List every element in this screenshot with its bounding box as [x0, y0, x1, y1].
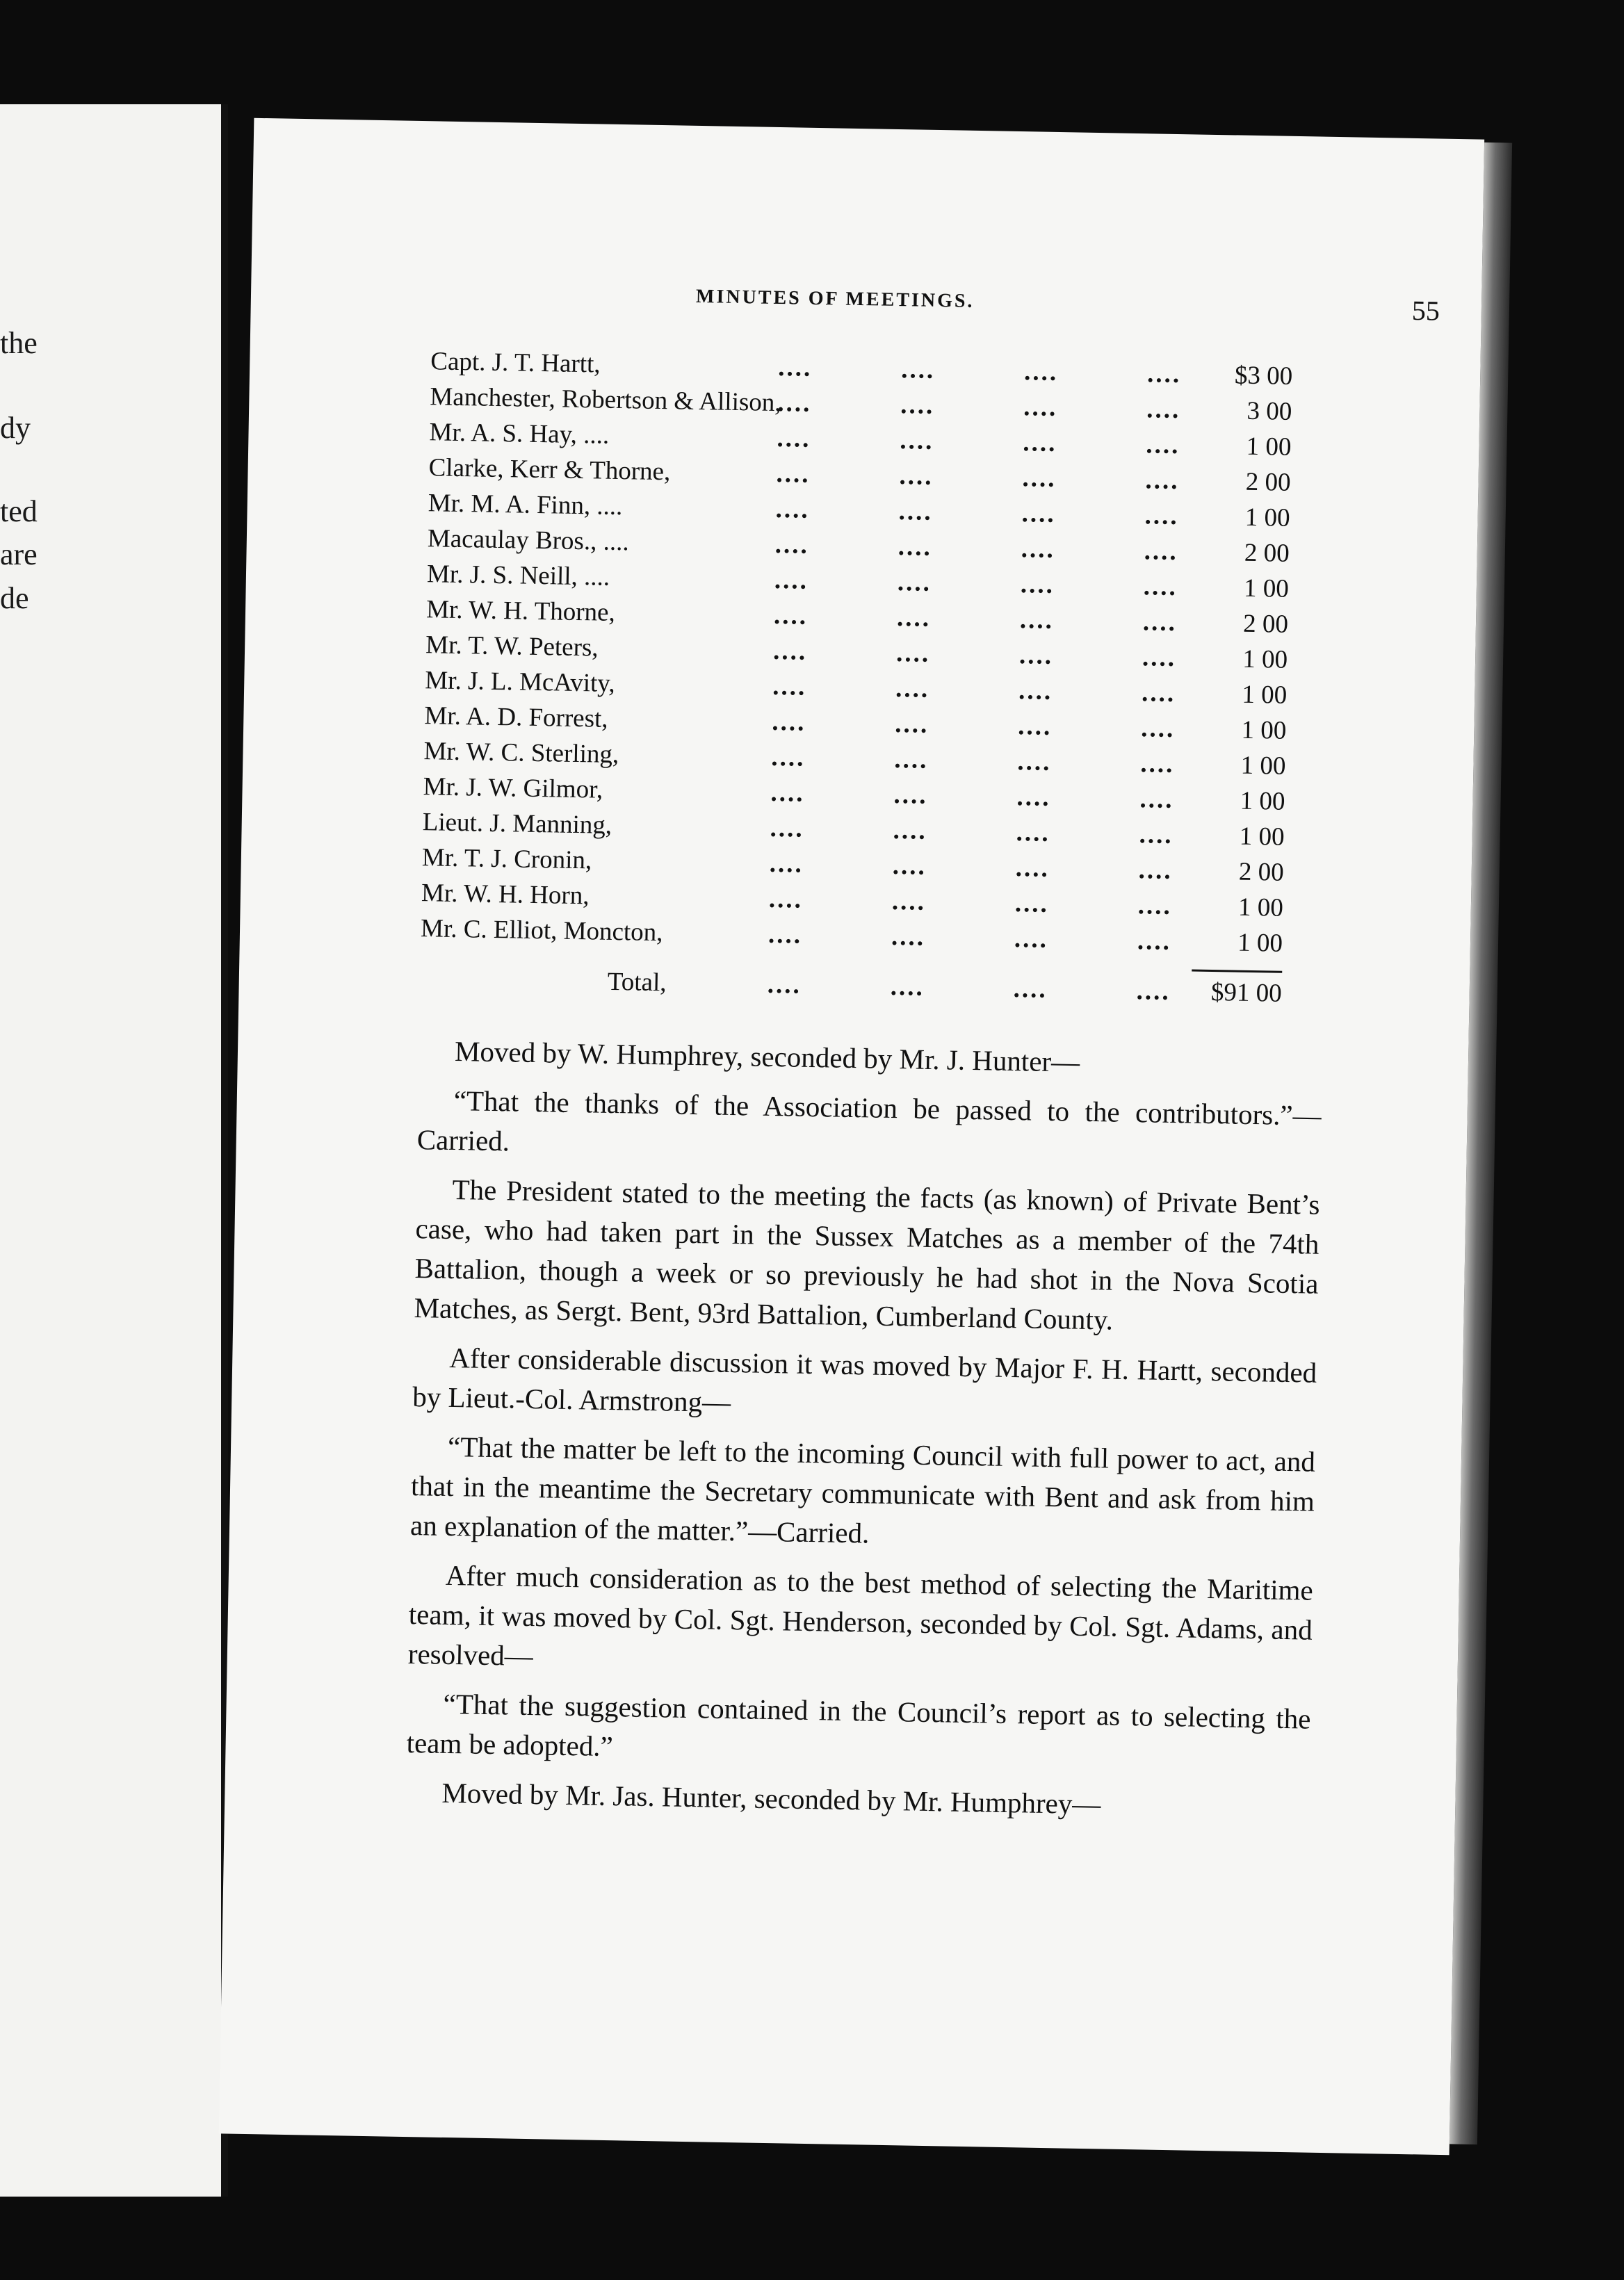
total-amount: $91 00	[1210, 977, 1283, 1008]
dot-leader: .... .... .... ....	[774, 530, 1179, 567]
contributor-name: Lieut. J. Manning,	[422, 808, 612, 840]
contribution-amount: 2 00	[1245, 467, 1291, 497]
contributor-name: Mr. J. S. Neill, ....	[426, 560, 610, 592]
dot-leader: .... .... .... ....	[768, 884, 1173, 920]
contributor-name: Capt. J. T. Hartt,	[430, 347, 601, 379]
contributor-name: Manchester, Robertson & Allison,	[430, 382, 781, 418]
page-fragment-text: the	[0, 326, 38, 360]
contributor-name: Mr. W. H. Thorne,	[425, 595, 616, 627]
previous-page-fragment	[0, 104, 222, 2197]
dot-leader: .... .... .... ....	[772, 707, 1176, 744]
contributor-name: Mr. J. W. Gilmor,	[423, 772, 603, 804]
contribution-amount: $3 00	[1234, 361, 1293, 391]
page-content	[405, 281, 1440, 1839]
paragraph: After much consideration as to the best method of selecting the Maritime team, it was moved by Col. Sgt. Henderson, seconded by Col. Sgt. Adams, and resolved—	[407, 1558, 1314, 1672]
total-label: Total,	[607, 967, 667, 997]
contributor-name: Mr. A. D. Forrest,	[424, 701, 608, 733]
dot-leader: .... .... .... ....	[771, 742, 1175, 779]
contributor-name: Mr. C. Elliot, Moncton,	[420, 914, 663, 947]
dot-leader: .... .... .... ....	[773, 601, 1178, 637]
contribution-amount: 1 00	[1239, 822, 1285, 852]
dot-leader: .... .... .... ....	[768, 920, 1172, 956]
dot-leader: .... .... .... ....	[774, 565, 1178, 602]
running-head	[431, 281, 1440, 339]
minutes-body	[405, 1031, 1322, 1828]
paragraph: “That the suggestion contained in the Council’s report as to selecting the team be adopted.”	[406, 1687, 1311, 1763]
running-title: MINUTES OF MEETINGS.	[695, 285, 975, 312]
contribution-amount: 2 00	[1244, 538, 1290, 568]
contribution-amount: 1 00	[1241, 715, 1287, 745]
contributor-name: Macaulay Bros., ....	[427, 524, 630, 557]
dot-leader: .... .... .... ....	[777, 352, 1182, 389]
contributor-name: Mr. T. J. Cronin,	[421, 843, 592, 875]
dot-leader: .... .... .... ....	[770, 813, 1174, 850]
total-row	[419, 961, 1282, 1011]
dot-leader: .... .... .... ....	[770, 778, 1174, 815]
page-fragment-text: ted	[0, 494, 38, 528]
total-rule	[1192, 970, 1282, 973]
contribution-amount: 1 00	[1243, 573, 1290, 603]
contribution-amount: 1 00	[1246, 432, 1292, 462]
page-fragment-text: de	[0, 581, 29, 615]
contributor-name: Mr. J. L. McAvity,	[425, 666, 616, 698]
contribution-amount: 1 00	[1242, 680, 1288, 710]
paragraph: “That the matter be left to the incoming Council with full power to act, and that in the meantime the Secretary communicate with Bent and ask from him an explanation of the matter.”—Carried.	[409, 1430, 1316, 1549]
contribution-amount: 1 00	[1244, 503, 1290, 532]
page-number: 55	[1411, 294, 1440, 327]
dot-leader: .... .... .... ....	[776, 459, 1180, 496]
contributor-name: Mr. W. C. Sterling,	[423, 737, 619, 770]
paragraph: The President stated to the meeting the facts (as known) of Private Bent’s case, who had taken part in the Sussex Matches as a member of the 74th Battalion, though a week or so previously he had shot in the Nova Scotia Matches, as Sergt. Bent, 93rd Battalion, Cumberland County.	[414, 1173, 1320, 1336]
contributor-name: Mr. M. A. Finn, ....	[428, 489, 623, 521]
dot-leader: .... .... .... ....	[772, 671, 1176, 708]
book-page	[219, 118, 1484, 2155]
contributor-name: Mr. T. W. Peters,	[425, 630, 599, 662]
paragraph: “That the thanks of the Association be passed to the contributors.”—Carried.	[416, 1084, 1322, 1157]
dot-leader: .... .... .... ....	[769, 849, 1174, 885]
dot-leader: .... .... .... ....	[772, 636, 1177, 673]
paragraph: After considerable discussion it was moved by Major F. H. Hartt, seconded by Lieut.-Col. Armstrong—	[412, 1341, 1317, 1419]
contribution-amount: 1 00	[1240, 786, 1285, 816]
paragraph: Moved by W. Humphrey, seconded by Mr. J. Hunter—	[454, 1035, 1080, 1078]
paragraph: Moved by Mr. Jas. Hunter, seconded by Mr. Humphrey—	[441, 1776, 1101, 1821]
page-fragment-text: dy	[0, 411, 31, 445]
contribution-amount: 3 00	[1247, 396, 1292, 426]
total-section	[419, 956, 1282, 1011]
contribution-amount: 1 00	[1237, 928, 1283, 958]
dot-leader: .... .... .... ....	[767, 970, 1171, 1006]
contribution-amount: 1 00	[1237, 893, 1284, 922]
dot-leader: .... .... .... ....	[777, 423, 1180, 460]
dot-leader: .... .... .... ....	[775, 494, 1180, 531]
contribution-amount: 2 00	[1242, 609, 1289, 639]
dot-leader: .... .... .... ....	[777, 388, 1181, 425]
contribution-amount: 2 00	[1238, 857, 1285, 887]
contributor-name: Clarke, Kerr & Thorne,	[428, 453, 671, 487]
contributor-name: Mr. A. S. Hay, ....	[429, 418, 610, 450]
contribution-amount: 1 00	[1242, 644, 1288, 674]
contribution-amount: 1 00	[1240, 751, 1286, 781]
subscription-list	[421, 343, 1293, 961]
contributor-name: Mr. W. H. Horn,	[421, 879, 590, 911]
page-fragment-text: are	[0, 537, 38, 571]
